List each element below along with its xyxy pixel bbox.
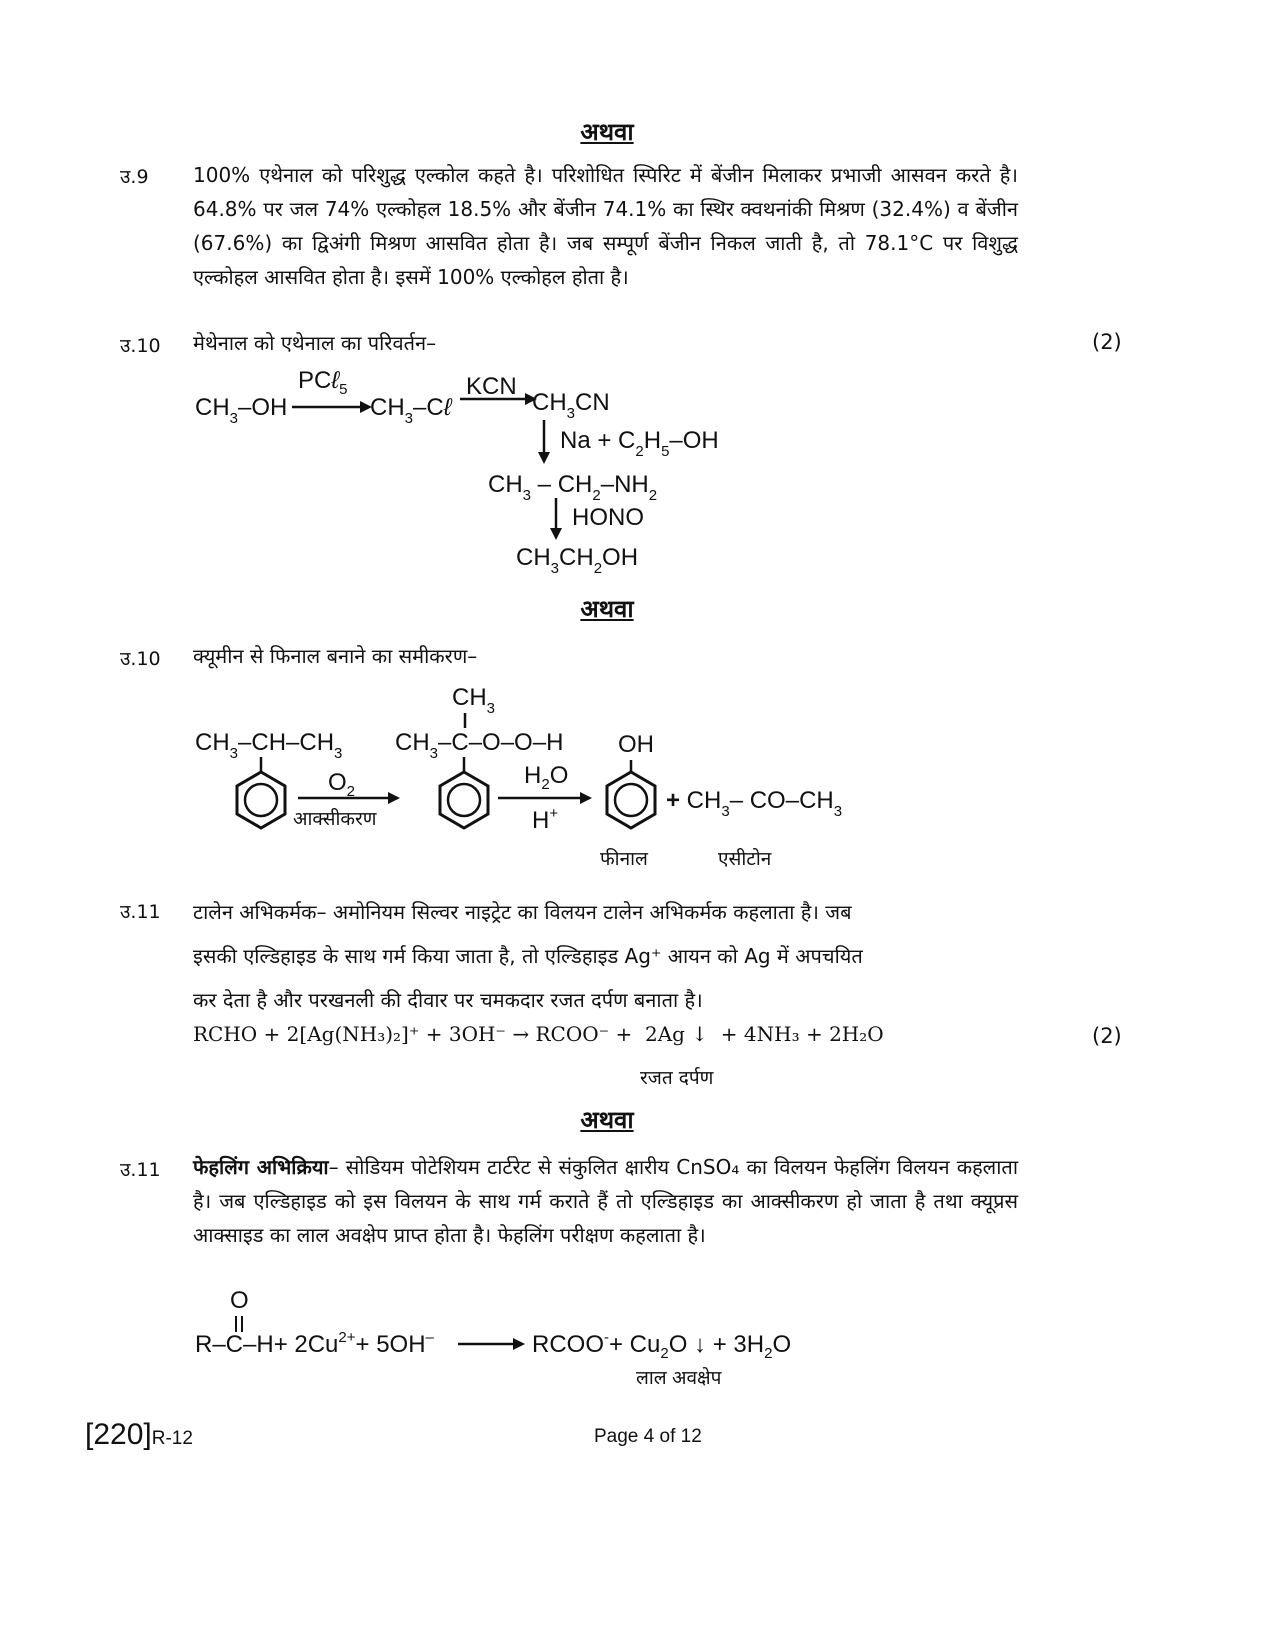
paper-code (85, 1418, 193, 1452)
svg-text:CH3–CH–CH3: $CH_3-CH-CH_3$ (195, 729, 343, 762)
q11a-marks: (2) (1092, 1024, 1122, 1048)
q11b-text: – सोडियम पोटेशियम टार्टरेट से संकुलित क्षारीय CnSO₄ का विलयन फेहलिंग विलयन कहलाता है। जब एल्डिहाइड को इस विलयन के साथ गर्म कराते हैं तो एल्डिहाइड का आक्सीकरण हो जाता है तथा क्यूप्रस आक्साइड का लाल अवक्षेप प्राप्त होता है। फेहलिंग परीक्षण कहलाता है। (193, 1155, 1019, 1247)
svg-text:CH3CH2OH: $CH_3CH_2OH$ (516, 544, 639, 577)
fehling-equation (180, 1280, 820, 1390)
svg-text:Na + C2H5–OH: $Na + C_2H_5-OH$ (560, 427, 719, 460)
q10a-text: मेथेनाल को एथेनाल का परिवर्तन– (193, 331, 437, 355)
reagent1-bottom: आक्सीकरण (293, 809, 377, 830)
q11a-line-1: टालेन अभिकर्मक– अमोनियम सिल्वर नाइट्रेट का विलयन टालेन अभिकर्मक कहलाता है। जब (193, 900, 852, 924)
fehling-label: लाल अवक्षेप (636, 1368, 722, 1389)
svg-text:CH3–Cℓ: $CH_3-C\ell$ (370, 394, 452, 427)
q10a-number: उ.10 (120, 335, 161, 357)
cumene-phenol-scheme (180, 680, 900, 880)
q11b-number: उ.11 (120, 1159, 161, 1181)
svg-text:H+: H+ (532, 805, 559, 834)
q9-answer: 100% एथेनाल को परिशुद्ध एल्कोल कहते है। परिशोधित स्पिरिट में बेंजीन मिलाकर प्रभाजी आसवन करते है। 64.8% पर जल 74% एल्कोहल 18.5% और बेंजीन 74.1% का स्थिर क्वथनांकी मिश्रण (32.4%) व बेंजीन (67.6%) का द्विअंगी मिश्रण आसवित होता है। जब सम्पूर्ण बेंजीन निकल जाती है, तो 78.1°C पर विशुद्ध एल्कोहल आसवित होता है। इसमें 100% एल्कोहल होता है। (193, 163, 1018, 289)
svg-text:CH3: $CH_3$ (452, 684, 496, 717)
athva-heading-3: अथवा (580, 1106, 634, 1134)
q11a-number: उ.11 (120, 901, 161, 923)
q10b-text: क्यूमीन से फिनाल बनाने का समीकरण– (193, 644, 478, 668)
svg-text:O2: $O_2$ (328, 769, 356, 800)
svg-text:+ CH3– CO–CH3: + $CH_3-$ $CO-CH_3$ (666, 787, 843, 820)
athva-heading-2: अथवा (580, 595, 634, 623)
q11a-line-2: इसकी एल्डिहाइड के साथ गर्म किया जाता है, तो एल्डिहाइड Ag⁺ आयन को Ag में अपचयित (193, 944, 863, 968)
svg-text:H2O: $H_2O$ (524, 762, 569, 793)
svg-text:OH: OH (618, 731, 654, 758)
paper-code-main: [220] (85, 1418, 152, 1451)
q11a-answer (193, 890, 1018, 1022)
athva-heading-1: अथवा (580, 118, 634, 146)
tollens-equation: RCHO + 2[Ag(NH₃)₂]⁺ + 3OH⁻ → RCOO⁻ + 2Ag ↓ + 4NH₃ + 2H₂O (193, 1022, 884, 1046)
q11b-bold-term: फेहलिंग अभिक्रिया (193, 1155, 329, 1179)
svg-text:O: O (230, 1287, 249, 1314)
q11b-answer (193, 1150, 1018, 1252)
svg-text:PCℓ5: PCℓ$_5$ (298, 367, 348, 398)
q10b-number: उ.10 (120, 648, 161, 670)
page-number: Page 4 of 12 (594, 1426, 702, 1447)
q9-number: उ.9 (120, 166, 149, 188)
svg-text:RCOO-+ Cu2O ↓ + 3H2O: RCOO-+ $Cu_2O$ ↓ + $3H_2O$ (532, 1329, 792, 1362)
svg-text:HONO: HONO (572, 504, 644, 531)
svg-text:CH3–OH: $CH_3-OH$ (195, 394, 288, 427)
paper-code-suffix: R-12 (151, 1428, 193, 1449)
methanol-ethanol-scheme (180, 360, 780, 580)
svg-text:R–C–H+ 2Cu2++ 5OH–: $R-C-H+ 2Cu^{2+}+ 5OH^-$ (195, 1329, 434, 1358)
label-phenol: फीनाल (600, 849, 648, 870)
svg-text:CH3 – CH2–NH2: $CH_3 - CH_2-NH_2$ (488, 471, 658, 504)
tollens-label: रजत दर्पण (640, 1067, 714, 1089)
svg-text:CH3CN: $CH_3CN$ (532, 389, 610, 422)
label-acetone: एसीटोन (718, 849, 772, 870)
svg-text:KCN: KCN (466, 373, 517, 400)
q10a-marks: (2) (1092, 330, 1122, 354)
q11a-line-3: कर देता है और परखनली की दीवार पर चमकदार रजत दर्पण बनाता है। (193, 988, 703, 1012)
svg-text:CH3–C–O–O–H: $CH_3-C-O-O-H$ (395, 729, 564, 762)
